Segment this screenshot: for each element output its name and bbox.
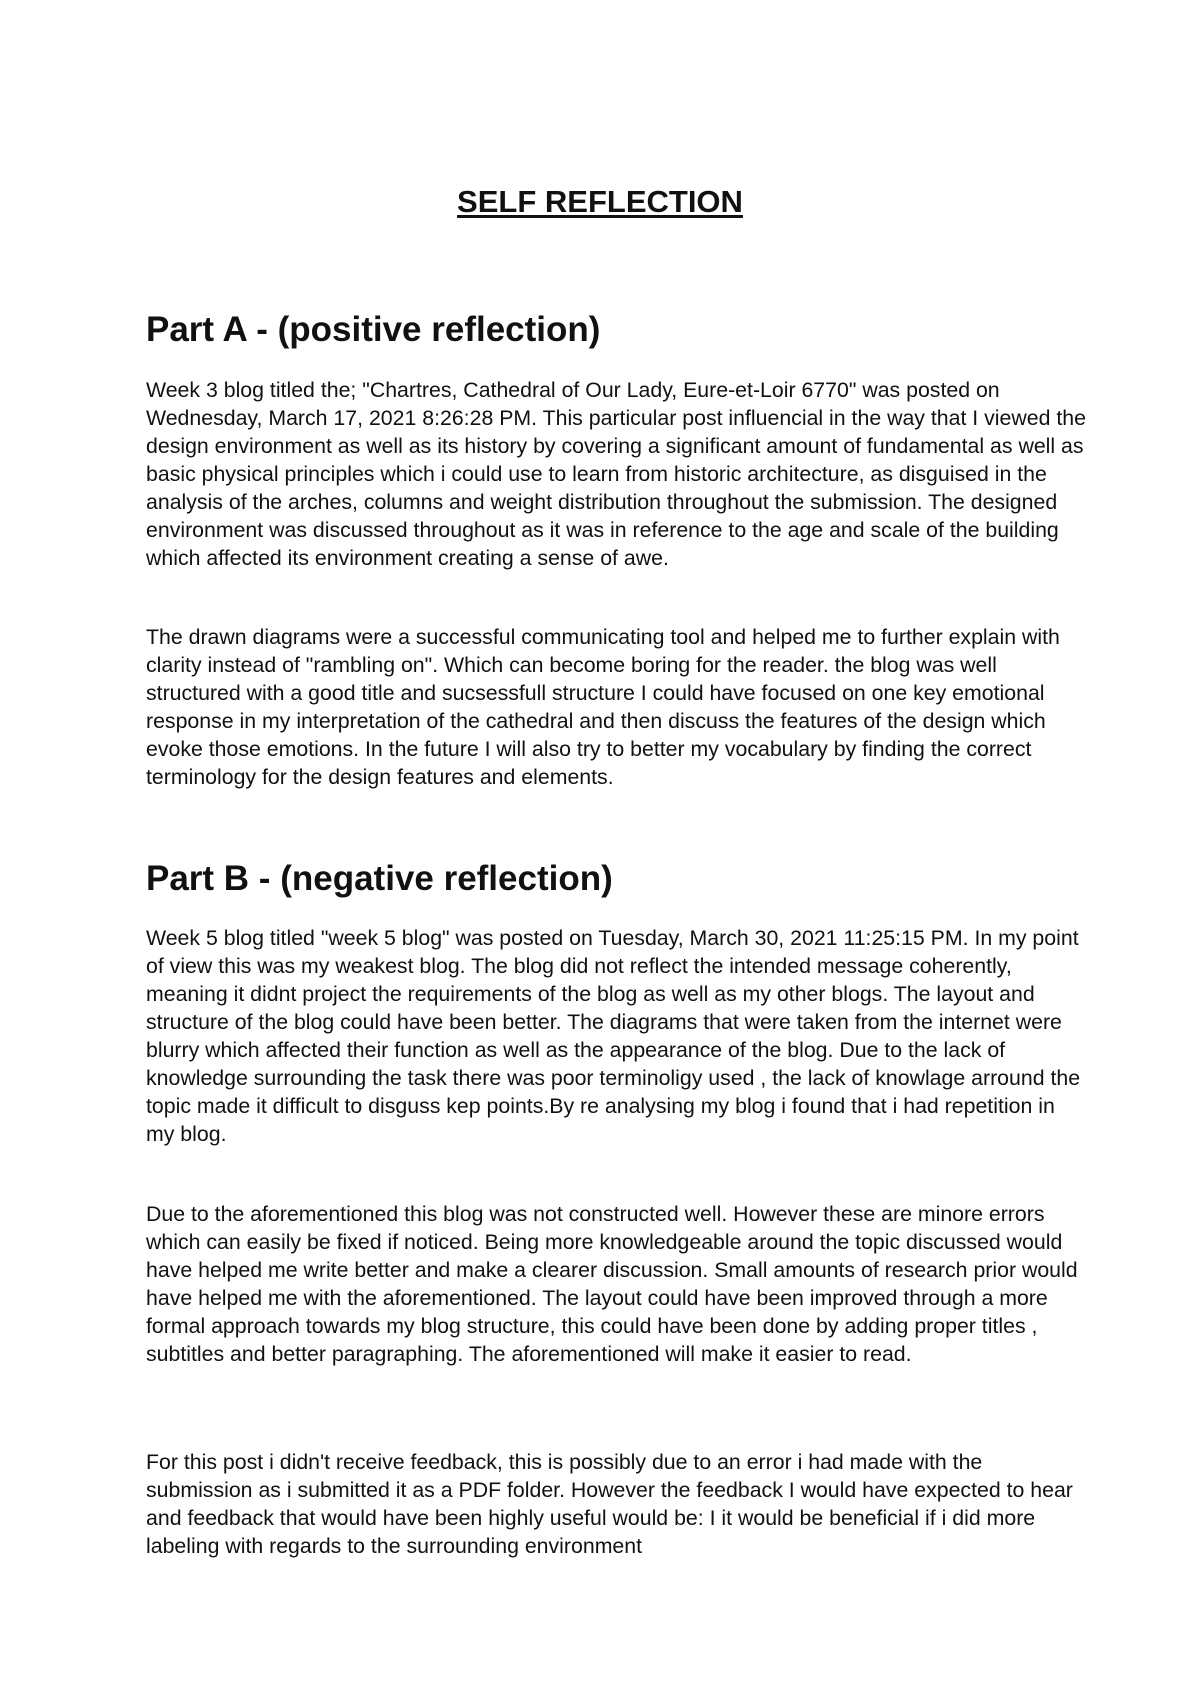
- part-a-paragraph-1: Week 3 blog titled the; "Chartres, Cathedral of Our Lady, Eure-et-Loir 6770" was posted on Wednesday, March 17, 2021 8:26:28 PM. This particular post influencial in the way that I viewed the design environment as well as its history by covering a significant amount of fundamental as well as basic physical principles which i could use to learn from historic architecture, as disguised in the analysis of the arches, columns and weight distribution throughout the submission. The designed environment was discussed throughout as it was in reference to the age and scale of the building which affected its environment creating a sense of awe.: [146, 378, 1086, 570]
- part-a-paragraph-2: The drawn diagrams were a successful communicating tool and helped me to further explain with clarity instead of "rambling on". Which can become boring for the reader. the blog was well structured with a good title and sucsessfull structure I could have focused on one key emotional response in my interpretation of the cathedral and then discuss the features of the design which evoke those emotions. In the future I will also try to better my vocabulary by finding the correct terminology for the design features and elements.: [146, 625, 1060, 789]
- part-a-heading: Part A - (positive reflection): [146, 310, 601, 349]
- part-b-paragraph-2: Due to the aforementioned this blog was not constructed well. However these are minore errors which can easily be fixed if noticed. Being more knowledgeable around the topic discussed would have helped me write better and make a clearer discussion. Small amounts of research prior would have helped me with the aforementioned. The layout could have been improved through a more formal approach towards my blog structure, this could have been done by adding proper titles , subtitles and better paragraphing. The aforementioned will make it easier to read.: [146, 1202, 1078, 1366]
- part-b-paragraph-1: Week 5 blog titled "week 5 blog" was posted on Tuesday, March 30, 2021 11:25:15 PM. In my point of view this was my weakest blog. The blog did not reflect the intended message coherently, meaning it didnt project the requirements of the blog as well as my other blogs. The layout and structure of the blog could have been better. The diagrams that were taken from the internet were blurry which affected their function as well as the appearance of the blog. Due to the lack of knowledge surrounding the task there was poor terminoligy used , the lack of knowlage arround the topic made it difficult to disguss kep points.By re analysing my blog i found that i had repetition in my blog.: [146, 926, 1081, 1146]
- part-b-paragraph-3: For this post i didn't receive feedback, this is possibly due to an error i had made with the submission as i submitted it as a PDF folder. However the feedback I would have expected to hear and feedback that would have been highly useful would be: I it would be beneficial if i did more labeling with regards to the surrounding environment: [146, 1450, 1073, 1558]
- document-title: SELF REFLECTION: [457, 184, 743, 219]
- part-b-heading: Part B - (negative reflection): [146, 859, 613, 898]
